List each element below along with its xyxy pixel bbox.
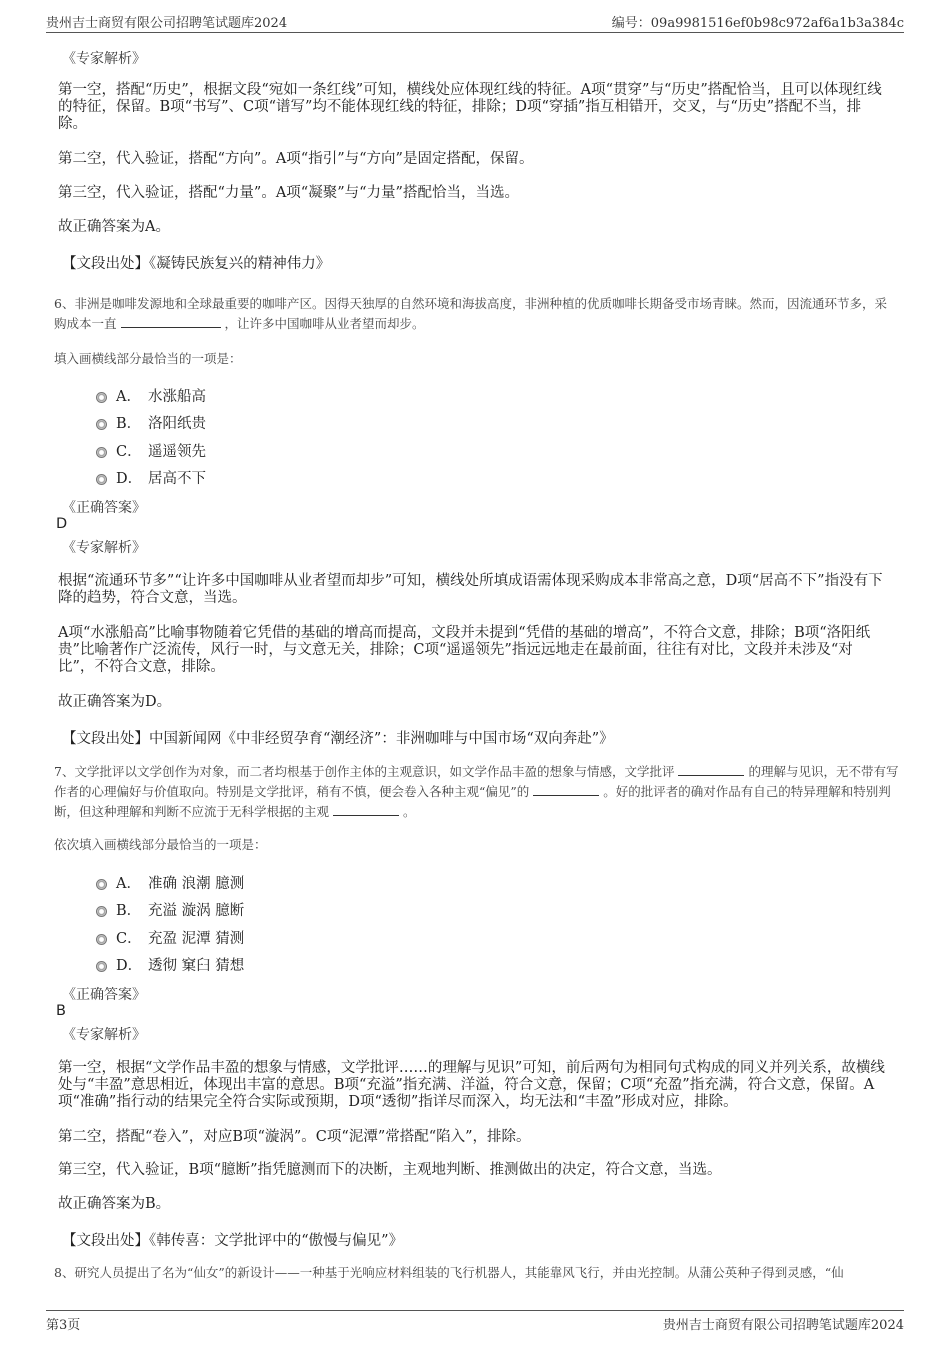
radio-icon[interactable] (96, 906, 107, 917)
q7-blank-2 (533, 783, 599, 796)
q6-option-c[interactable]: C． 遥遥领先 (96, 440, 206, 461)
q6-source: 【文段出处】中国新闻网《中非经贸孕育“潮经济”：非洲咖啡与中国市场“双向奔赴”》 (62, 731, 614, 747)
q5-analysis-2: 第二空，代入验证，搭配“方向”。A项“指引”与“方向”是固定搭配，保留。 (58, 151, 534, 167)
q7-answer: B (56, 1003, 66, 1019)
q7-expert-label: 《专家解析》 (62, 1027, 146, 1043)
q7-blank-1 (678, 763, 744, 776)
q7-correct-label: 《正确答案》 (62, 987, 146, 1003)
q6-blank (121, 315, 221, 328)
radio-icon[interactable] (96, 879, 107, 890)
q6-conclusion: 故正确答案为D。 (58, 694, 172, 710)
q7-analysis-2: 第二空，搭配“卷入”，对应B项“漩涡”。C项“泥潭”常搭配“陷入”，排除。 (58, 1129, 531, 1145)
q6-prompt: 填入画横线部分最恰当的一项是： (54, 351, 242, 366)
footer-title: 贵州吉士商贸有限公司招聘笔试题库2024 (662, 1318, 904, 1333)
footer-divider (46, 1310, 904, 1311)
q6-expert-label: 《专家解析》 (62, 540, 146, 556)
q7-analysis-1: 第一空，根据“文学作品丰盈的想象与情感，文学批评……的理解与见识”可知，前后两句为相同句式构成的同义并列关系，故横线处与“丰盈”意思相近，体现出丰富的意思。B项“充溢”指充满、洋溢，符合文意，保留；C项“充盈”指充满，符合文意，保留。A项“准确”指行动的结果完全符合实际或预期，D项“透彻”指详尽而深入，均无法和“丰盈”形成对应，排除。 (58, 1060, 885, 1110)
q5-analysis-3: 第三空，代入验证，搭配“力量”。A项“凝聚”与“力量”搭配恰当，当选。 (58, 185, 519, 201)
q7-analysis-3: 第三空，代入验证，B项“臆断”指凭臆测而下的决断，主观地判断、推测做出的决定，符合文意，当选。 (58, 1162, 722, 1178)
page-footer (46, 1314, 904, 1333)
q6-analysis-2: A项“水涨船高”比喻事物随着它凭借的基础的增高而提高，文段并未提到“凭借的基础的增高”，不符合文意，排除；B项“洛阳纸贵”比喻著作广泛流传，风行一时，与文意无关，排除；C项“遥遥领先”指远远地走在最前面，往往有对比，文段并未涉及“对比”，不符合文意，排除。 (58, 625, 871, 675)
header-divider (46, 32, 904, 33)
radio-icon[interactable] (96, 474, 107, 485)
q5-expert-label: 《专家解析》 (62, 51, 146, 67)
page-number: 第3页 (46, 1318, 81, 1333)
q6-option-d[interactable]: D． 居高不下 (96, 467, 206, 488)
q6-correct-label: 《正确答案》 (62, 500, 146, 516)
q6-stem: 6、非洲是咖啡发源地和全球最重要的咖啡产区。因得天独厚的自然环境和海拔高度，非洲种植的优质咖啡长期备受市场青睐。然而，因流通环节多，采购成本一直 ，让许多中国咖啡从业者望而却步。 (54, 296, 887, 331)
q7-option-d[interactable]: D． 透彻 窠臼 猜想 (96, 954, 244, 975)
radio-icon[interactable] (96, 392, 107, 403)
q5-analysis-1: 第一空，搭配“历史”，根据文段“宛如一条红线”可知，横线处应体现红线的特征。A项“贯穿”与“历史”搭配恰当，且可以体现红线的特征，保留。B项“书写”、C项“谱写”均不能体现红线的特征，排除；D项“穿插”指互相错开，交叉，与“历史”搭配不当，排除。 (58, 82, 882, 132)
q7-stem: 7、文学批评以文学创作为对象，而二者均根基于创作主体的主观意识，如文学作品丰盈的想象与情感，文学批评 的理解与见识，无不带有写作者的心理偏好与价值取向。特别是文学批评，稍有不慎，便会卷入各种主观“偏见”的 。好的批评者的确对作品有自己的特异理解和特别判断，但这种理解和判断不应流于无科学根据的主观 。 (54, 764, 899, 819)
radio-icon[interactable] (96, 447, 107, 458)
header-title: 贵州吉士商贸有限公司招聘笔试题库2024 (46, 16, 288, 31)
q7-option-a[interactable]: A． 准确 浪潮 臆测 (96, 872, 244, 893)
q8-stem: 8、研究人员提出了名为“仙女”的新设计——一种基于光响应材料组装的飞行机器人，其能靠风飞行，并由光控制。从蒲公英种子得到灵感，“仙 (54, 1265, 844, 1280)
q6-option-b[interactable]: B． 洛阳纸贵 (96, 412, 206, 433)
radio-icon[interactable] (96, 961, 107, 972)
q6-analysis-1: 根据“流通环节多”“让许多中国咖啡从业者望而却步”可知，横线处所填成语需体现采购成本非常高之意，D项“居高不下”指没有下降的趋势，符合文意，当选。 (58, 573, 883, 606)
page-header (46, 12, 904, 31)
q5-conclusion: 故正确答案为A。 (58, 219, 170, 235)
radio-icon[interactable] (96, 934, 107, 945)
q7-source: 【文段出处】《韩传喜：文学批评中的“傲慢与偏见”》 (62, 1233, 404, 1249)
q7-blank-3 (333, 803, 399, 816)
q7-option-b[interactable]: B． 充溢 漩涡 臆断 (96, 899, 244, 920)
q6-option-a[interactable]: A． 水涨船高 (96, 385, 206, 406)
q7-option-c[interactable]: C． 充盈 泥潭 猜测 (96, 927, 244, 948)
radio-icon[interactable] (96, 419, 107, 430)
q5-source: 【文段出处】《凝铸民族复兴的精神伟力》 (62, 256, 331, 272)
q7-conclusion: 故正确答案为B。 (58, 1196, 171, 1212)
header-doc-id: 编号：09a9981516ef0b98c972af6a1b3a384c (611, 16, 904, 31)
q7-prompt: 依次填入画横线部分最恰当的一项是： (54, 837, 267, 852)
q6-answer: D (56, 516, 68, 532)
